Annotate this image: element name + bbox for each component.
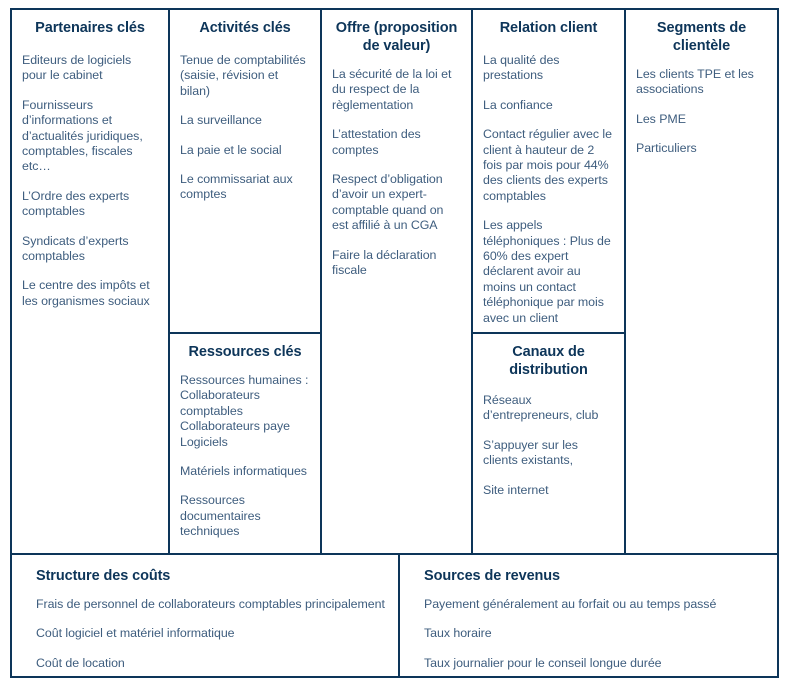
list-item: Matériels informatiques	[180, 464, 307, 479]
list-item: La confiance	[483, 97, 553, 112]
block-customer-segments	[626, 10, 777, 553]
list-item: Ressources documentaires techniques	[180, 493, 261, 539]
list-item: Contact régulier avec le client à hauteur de 2 fois par mois pour 44% des clients des experts comptables	[483, 127, 612, 203]
list-item: Payement généralement au forfait ou au temps passé	[424, 597, 717, 611]
list-item: Particuliers	[636, 141, 697, 156]
block-cost-structure	[12, 555, 398, 678]
list-item: Le centre des impôts et les organismes sociaux	[22, 278, 150, 308]
block-customer-relationships	[473, 10, 624, 332]
list-item: Tenue de comptabilités (saisie, révision et bilan)	[180, 53, 306, 98]
list-item: La surveillance	[180, 113, 262, 128]
list-item: La qualité des prestations	[483, 53, 560, 83]
value-proposition-items	[332, 67, 461, 278]
block-revenue-streams	[400, 555, 777, 678]
list-item: Taux horaire	[424, 626, 492, 641]
customer-relationships-title: Relation client	[499, 20, 598, 36]
key-resources-title: Ressources clés	[188, 344, 302, 360]
block-key-resources	[170, 334, 320, 553]
list-item: Les appels téléphoniques : Plus de 60% des expert déclarent avoir au moins un contact téléphonique par mois avec un client	[483, 218, 611, 325]
revenue-streams-title: Sources de revenus	[424, 568, 561, 584]
cost-structure-title: Structure des coûts	[36, 568, 171, 584]
list-item: Respect d’obligation d’avoir un expert-comptable quand on est affilié à un CGA	[332, 172, 444, 233]
key-partners-items	[22, 53, 158, 309]
key-partners-title: Partenaires clés	[35, 20, 145, 36]
list-item: Les PME	[636, 111, 686, 126]
list-item: Site internet	[483, 482, 549, 497]
business-model-canvas	[10, 8, 779, 678]
block-value-proposition	[322, 10, 471, 553]
list-item: Les clients TPE et les associations	[636, 67, 754, 97]
list-item: Taux journalier pour le conseil longue durée	[424, 655, 662, 670]
channels-items	[483, 393, 614, 498]
list-item: L’Ordre des experts comptables	[22, 188, 130, 219]
value-proposition-title: Offre (proposition de valeur)	[335, 20, 458, 54]
customer-segments-title: Segments de clientèle	[656, 20, 747, 54]
list-item: S’appuyer sur les clients existants,	[483, 437, 578, 468]
list-item: Frais de personnel de collaborateurs comptables principalement	[36, 597, 385, 611]
key-activities-items	[180, 53, 310, 203]
key-resources-items	[180, 373, 310, 540]
block-key-partners	[12, 10, 168, 553]
customer-relationships-items	[483, 53, 614, 326]
block-key-activities	[170, 10, 320, 332]
key-activities-title: Activités clés	[199, 20, 291, 36]
customer-segments-items	[636, 67, 767, 157]
list-item: La sécurité de la loi et du respect de la règlementation	[332, 67, 452, 112]
revenue-streams-items	[410, 597, 767, 671]
list-item: Ressources humaines : Collaborateurs comptables Collaborateurs paye Logiciels	[180, 373, 309, 449]
list-item: Fournisseurs d’informations et d’actualités juridiques, comptables, fiscales etc…	[22, 97, 143, 174]
channels-title: Canaux de distribution	[509, 344, 588, 378]
list-item: Syndicats d’experts comptables	[22, 233, 129, 264]
list-item: Réseaux d’entrepreneurs, club	[483, 393, 599, 423]
list-item: Faire la déclaration fiscale	[332, 247, 437, 278]
list-item: Le commissariat aux comptes	[180, 172, 293, 202]
block-channels	[473, 334, 624, 553]
list-item: Editeurs de logiciels pour le cabinet	[22, 53, 132, 83]
list-item: Coût de location	[36, 655, 125, 670]
list-item: La paie et le social	[180, 142, 282, 157]
list-item: L’attestation des comptes	[332, 127, 421, 157]
list-item: Coût logiciel et matériel informatique	[36, 626, 235, 641]
cost-structure-items	[22, 597, 388, 671]
